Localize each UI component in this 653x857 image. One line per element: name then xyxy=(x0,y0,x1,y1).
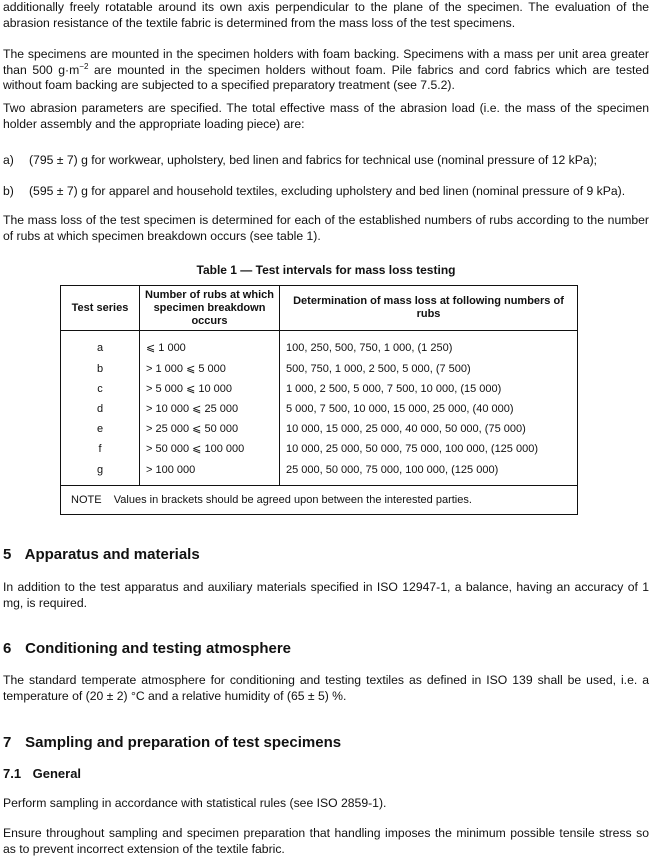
cell-rubs: > 10 000 ⩽ 25 000 xyxy=(140,399,280,419)
table-note: NOTE Values in brackets should be agreed upon between the interested parties. xyxy=(61,486,578,515)
cell-rubs: ⩽ 1 000 xyxy=(140,331,280,360)
cell-rubs: > 5 000 ⩽ 10 000 xyxy=(140,379,280,399)
section-7-title: Sampling and preparation of test specimens xyxy=(25,734,342,751)
cell-series: e xyxy=(61,419,140,439)
cell-mass-loss: 10 000, 15 000, 25 000, 40 000, 50 000, (75 000) xyxy=(280,419,578,439)
list-item-a-label: a) xyxy=(3,153,14,167)
section-6-text: The standard temperate atmosphere for conditioning and testing textiles as defined in ISO 139 shall be used, i.e. a temperature of (20 ± 2) °C and a relative humidity of (65 ± 5) %. xyxy=(3,673,649,703)
section-7-1-heading xyxy=(3,766,649,782)
list-item-b-text: (595 ± 7) g for apparel and household textiles, excluding upholstery and bed linen (nominal pressure of 9 kPa). xyxy=(29,184,626,198)
table-row xyxy=(61,399,578,419)
intro-paragraph-2-a: The specimens are mounted in the specimen holders with foam backing. Specimens with a mass per unit area greater than 500 g·m xyxy=(3,47,649,77)
section-7-number: 7 xyxy=(3,734,12,751)
cell-series: c xyxy=(61,379,140,399)
section-5-heading xyxy=(3,546,649,564)
section-7-heading xyxy=(3,734,649,752)
cell-series: d xyxy=(61,399,140,419)
cell-rubs: > 100 000 xyxy=(140,459,280,486)
list-item-a-text: (795 ± 7) g for workwear, upholstery, bed linen and fabrics for technical use (nominal pressure of 12 kPa); xyxy=(29,153,598,167)
table-row xyxy=(61,419,578,439)
section-5-title: Apparatus and materials xyxy=(24,546,200,563)
section-6-title: Conditioning and testing atmosphere xyxy=(25,640,292,657)
cell-mass-loss: 25 000, 50 000, 75 000, 100 000, (125 000) xyxy=(280,459,578,486)
cell-rubs: > 25 000 ⩽ 50 000 xyxy=(140,419,280,439)
cell-rubs: > 50 000 ⩽ 100 000 xyxy=(140,439,280,459)
section-6-number: 6 xyxy=(3,640,12,657)
table-row xyxy=(61,459,578,486)
cell-series: f xyxy=(61,439,140,459)
cell-mass-loss: 500, 750, 1 000, 2 500, 5 000, (7 500) xyxy=(280,359,578,379)
section-7-1-number: 7.1 xyxy=(3,766,22,781)
section-5-text: In addition to the test apparatus and auxiliary materials specified in ISO 12947-1, a balance, having an accuracy of 1 mg, is required. xyxy=(3,580,649,610)
table-header-mass-loss: Determination of mass loss at following numbers of rubs xyxy=(280,286,578,331)
table-header-row xyxy=(61,286,578,331)
cell-series: g xyxy=(61,459,140,486)
table-header-rubs-breakdown: Number of rubs at which specimen breakdown occurs xyxy=(140,286,280,331)
section-7-1-title: General xyxy=(32,766,82,781)
cell-series: b xyxy=(61,359,140,379)
test-intervals-table xyxy=(60,285,578,515)
section-7-1-paragraph-2: Ensure throughout sampling and specimen preparation that handling imposes the minimum possible tensile stress so as to prevent incorrect extension of the textile fabric. xyxy=(3,826,649,856)
list-item-b xyxy=(3,184,649,200)
table-caption: Table 1 — Test intervals for mass loss testing xyxy=(196,263,456,277)
superscript: −2 xyxy=(79,61,89,71)
table-row xyxy=(61,359,578,379)
intro-paragraph-2 xyxy=(3,47,649,94)
cell-rubs: > 1 000 ⩽ 5 000 xyxy=(140,359,280,379)
section-7-1-paragraph-1: Perform sampling in accordance with statistical rules (see ISO 2859-1). xyxy=(3,796,387,810)
cell-series: a xyxy=(61,331,140,360)
intro-paragraph-3: Two abrasion parameters are specified. The total effective mass of the abrasion load (i.e. the mass of the specimen holder assembly and the appropriate loading piece) are: xyxy=(3,101,649,131)
cell-mass-loss: 1 000, 2 500, 5 000, 7 500, 10 000, (15 000) xyxy=(280,379,578,399)
table-header-test-series: Test series xyxy=(61,286,140,331)
intro-paragraph-1: additionally freely rotatable around its own axis perpendicular to the plane of the specimen. The evaluation of the abrasion resistance of the textile fabric is determined from the mass loss of the test specimens. xyxy=(3,0,649,30)
section-6-heading xyxy=(3,640,649,658)
table-note-row xyxy=(61,486,578,515)
cell-mass-loss: 5 000, 7 500, 10 000, 15 000, 25 000, (40 000) xyxy=(280,399,578,419)
table-row xyxy=(61,439,578,459)
table-row xyxy=(61,379,578,399)
intro-paragraph-2-b: are mounted in the specimen holders without foam. Pile fabrics and cord fabrics which are tested without foam backing are subjected to a specified preparatory treatment (see 7.5.2). xyxy=(3,62,649,92)
table-row xyxy=(61,331,578,360)
list-item-a xyxy=(3,153,649,169)
list-item-b-label: b) xyxy=(3,184,14,198)
cell-mass-loss: 10 000, 25 000, 50 000, 75 000, 100 000, (125 000) xyxy=(280,439,578,459)
section-5-number: 5 xyxy=(3,546,12,563)
cell-mass-loss: 100, 250, 500, 750, 1 000, (1 250) xyxy=(280,331,578,360)
intro-paragraph-4: The mass loss of the test specimen is determined for each of the established numbers of rubs according to the number of rubs at which specimen breakdown occurs (see table 1). xyxy=(3,213,649,243)
